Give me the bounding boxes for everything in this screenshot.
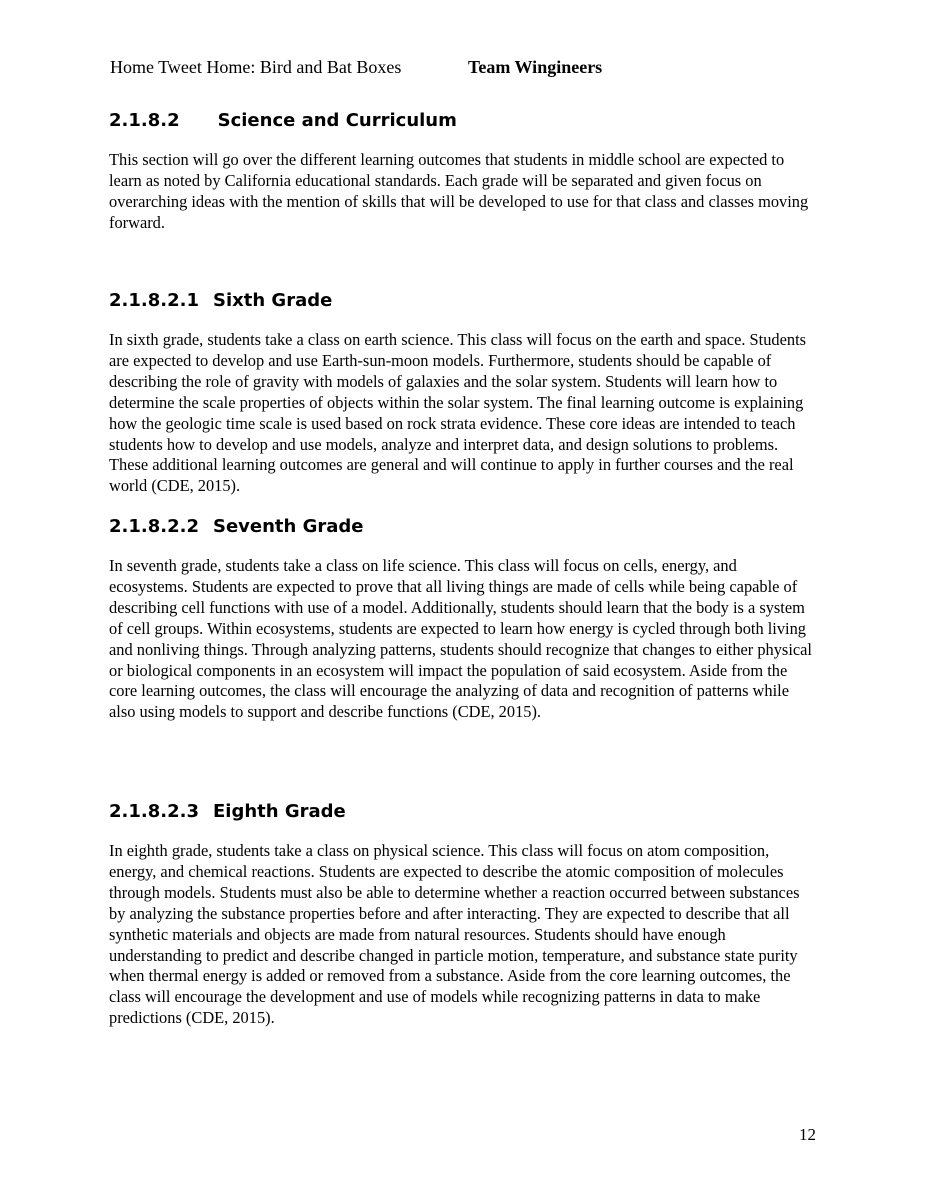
section-heading	[109, 109, 817, 133]
section-seventh-grade	[109, 515, 817, 723]
section-body: In sixth grade, students take a class on earth science. This class will focus on the earth and space. Students are expected to develop and use Earth-sun-moon models. Furthermore, students should be capable of describing the role of gravity with models of galaxies and the solar system. Students will learn how to determine the scale properties of objects within the solar system. The final learning outcome is explaining how the geologic time scale is used based on rock strata evidence. These core ideas are intended to teach students how to develop and use models, analyze and interpret data, and design solutions to problems. These additional learning outcomes are general and will continue to apply in further courses and the real world (CDE, 2015).	[109, 330, 807, 496]
section-science-and-curriculum	[109, 109, 817, 234]
section-body: In seventh grade, students take a class on life science. This class will focus on cells, energy, and ecosystems. Students are expected to prove that all living things are made of cells while being capable of describing cell functions with use of a model. Additionally, students should learn that the body is a system of cell groups. Within ecosystems, students are expected to learn how energy is cycled through both living and nonliving things. Through analyzing patterns, students should recognize that changes to either physical or biological components in an ecosystem will impact the population of said ecosystem. Aside from the core learning outcomes, the class will encourage the analyzing of data and recognition of patterns while also using models to support and describe functions (CDE, 2015).	[109, 556, 812, 722]
section-heading	[109, 515, 817, 539]
page-number: 12	[799, 1125, 816, 1144]
section-body: This section will go over the different learning outcomes that students in middle school are expected to learn as noted by California educational standards. Each grade will be separated and given focus on overarching ideas with the mention of skills that will be developed to use for that class and classes moving forward.	[109, 150, 809, 232]
running-header	[110, 56, 816, 78]
section-heading	[109, 289, 817, 313]
section-sixth-grade	[109, 289, 817, 497]
section-title: Sixth Grade	[212, 290, 333, 311]
section-title: Seventh Grade	[212, 516, 364, 537]
section-title: Eighth Grade	[212, 801, 346, 822]
section-number: 2.1.8.2.1	[109, 290, 199, 311]
section-number: 2.1.8.2.2	[109, 516, 199, 537]
team-name: Team Wingineers	[468, 57, 603, 77]
section-number: 2.1.8.2	[109, 110, 180, 131]
document-title: Home Tweet Home: Bird and Bat Boxes	[110, 57, 402, 77]
section-body: In eighth grade, students take a class on physical science. This class will focus on atom composition, energy, and chemical reactions. Students are expected to describe the atomic composition of molecules through models. Students must also be able to determine whether a reaction occurred between substances by analyzing the substance properties before and after interacting. They are expected to describe that all synthetic materials and objects are made from natural resources. Students should have enough understanding to predict and describe changed in particle motion, temperature, and substance state purity when thermal energy is added or removed from a substance. Aside from the core learning outcomes, the class will encourage the development and use of models while recognizing patterns in data to make predictions (CDE, 2015).	[109, 841, 800, 1028]
section-heading	[109, 800, 817, 824]
section-title: Science and Curriculum	[217, 110, 457, 131]
section-eighth-grade	[109, 800, 817, 1029]
section-number: 2.1.8.2.3	[109, 801, 199, 822]
